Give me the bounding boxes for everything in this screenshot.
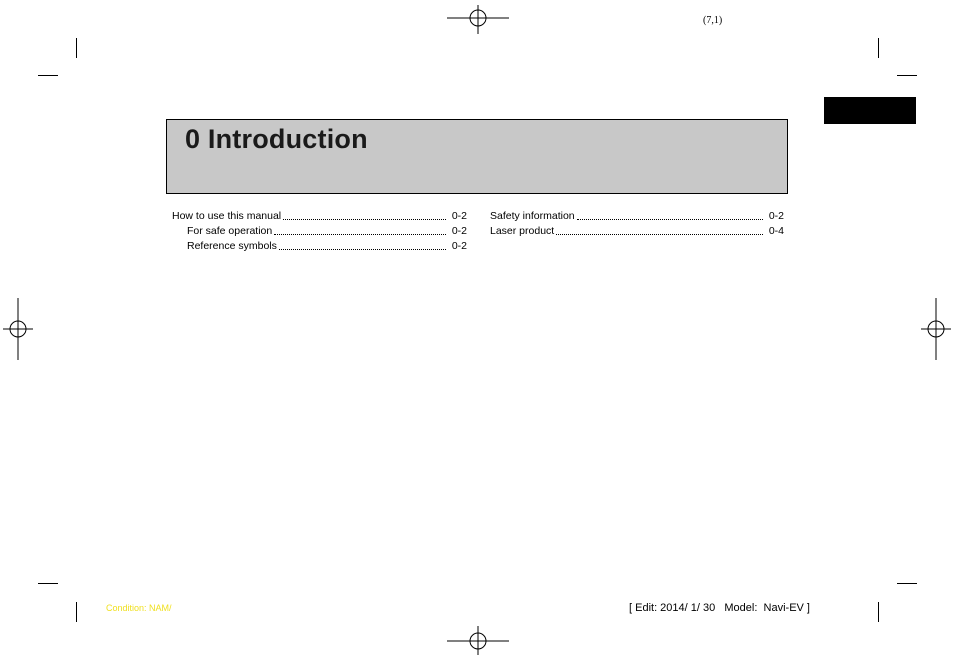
toc-leader-dots [274, 233, 446, 235]
crop-mark [76, 38, 77, 58]
toc-entry-page: 0-2 [768, 210, 784, 222]
footer-condition: Condition: NAM/ [106, 603, 172, 613]
toc-entry[interactable] [172, 209, 467, 224]
crop-mark [897, 583, 917, 584]
toc-entry-page: 0-2 [451, 225, 467, 237]
toc-entry-label: Safety information [490, 210, 575, 222]
toc-leader-dots [283, 218, 446, 220]
toc-entry[interactable] [490, 209, 784, 224]
crop-mark [878, 602, 879, 622]
toc-entry[interactable] [172, 239, 467, 254]
footer-edit-info: [ Edit: 2014/ 1/ 30 Model: Navi-EV ] [629, 602, 810, 614]
chapter-tab [824, 97, 916, 124]
toc-leader-dots [556, 233, 763, 235]
toc-left-column [172, 209, 467, 254]
toc-entry[interactable] [172, 224, 467, 239]
registration-mark-left [3, 298, 33, 360]
toc-leader-dots [279, 248, 446, 250]
page-title: 0 Introduction [185, 124, 368, 154]
toc-leader-dots [577, 218, 763, 220]
toc-right-column [490, 209, 784, 239]
toc-entry-label: Laser product [490, 225, 555, 237]
chapter-title-box [166, 119, 788, 194]
toc-entry-page: 0-2 [451, 240, 467, 252]
crop-mark [897, 75, 917, 76]
page-marker: (7,1) [703, 15, 723, 26]
toc-entry-page: 0-4 [768, 225, 784, 237]
registration-mark-bottom [447, 626, 509, 656]
registration-mark-right [921, 298, 951, 360]
toc-entry[interactable] [490, 224, 784, 239]
toc-entry-label: How to use this manual [172, 210, 282, 222]
registration-mark-top [447, 5, 509, 35]
toc-entry-page: 0-2 [451, 210, 467, 222]
crop-mark [76, 602, 77, 622]
toc-entry-label: For safe operation [187, 225, 273, 237]
crop-mark [38, 583, 58, 584]
crop-mark [38, 75, 58, 76]
toc-entry-label: Reference symbols [187, 240, 277, 252]
crop-mark [878, 38, 879, 58]
